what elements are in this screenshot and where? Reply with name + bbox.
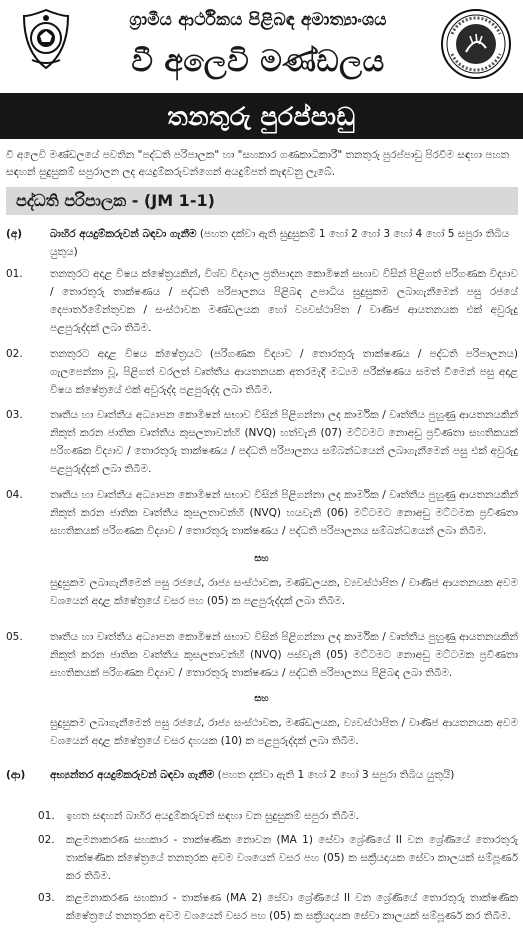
item-number: 03. — [6, 409, 23, 421]
section-b-heading — [6, 766, 518, 802]
list-item — [6, 345, 518, 401]
list-item — [6, 628, 518, 684]
list-item — [6, 889, 518, 945]
section-a-note: (පහත දක්වා ඇති සුදුසුකම් 1 හෝ 2 හෝ 3 හෝ 4 හෝ 5 සපුරා තිබිය යුතුය) — [50, 228, 510, 258]
section-b-note: (පහත දක්වා ඇති 1 හෝ 2 හෝ 3 සපුරා තිබිය යුතුයි) — [214, 769, 455, 781]
list-item — [6, 265, 518, 341]
item-text: තනතුරට අදාළ විෂය ක්ෂේත්‍රයට (පරිගණක විද්‍යාව / තොරතුරු තාක්ෂණය / පද්ධති පරිපාලනය) ගැලපෙන්නා වූ, පිළිගත් වරලත් වෘත්තීය ආයතනයක අතරමැදි මධ්‍යම පරීක්ෂණය සමත් වීමෙන් පසු අදාළ විෂය ක්ෂේත්‍රයේ එක් අවුරුද්ද පළපුරුද්ද ලබා තිබීම. — [50, 348, 518, 396]
board-name: වී අලෙවි මණ්ඩලය — [131, 44, 385, 79]
item-text: තෘතීය හා වෘත්තීය අධ්‍යාපන කොමිෂන් සභාව විසින් පිළිගන්නා ලද කාර්මික / වෘත්තීය පුහුණු ආයතනයකින් නිකුත් කරන ජාතික වෘත්තීය කුසලතාවන්හි (NVQ) පස්වැනි (05) මට්ටමට නොඅඩු මට්ටමක ප්‍රවීණතා සහතිකයක් පරිගණක විද්‍යාව / තොරතුරු තාක්ෂණය / පද්ධති පරිපාලනය පිළිබඳ ලබා තිබීම. — [50, 631, 518, 679]
paddy-marketing-board-seal-icon — [440, 8, 512, 80]
item-number: 04. — [6, 489, 23, 501]
item-number: 01. — [38, 810, 55, 822]
section-b-label: (ආ) — [6, 769, 26, 781]
item-text: තෘතීය හා වෘත්තීය අධ්‍යාපන කොමිෂන් සභාව විසින් පිළිගන්නා ලද කාර්මික / වෘත්තීය පුහුණු ආයතනයකින් නිකුත් කරන ජාතික වෘත්තීය කුසලතාවන්හි (NVQ) හයවැනි (06) මට්ටමට නොඅඩු මට්ටමක ප්‍රවීණතා සහතිකයක් පරිගණක විද්‍යාව / තොරතුරු තාක්ෂණය / පද්ධති පරිපාලනය සම්බන්ධයෙන් ලබා තිබීම. — [50, 489, 518, 537]
ministry-name: ග්‍රාමීය ආර්ථිකය පිළිබඳ අමාත්‍යාංශය — [129, 10, 387, 30]
item-text: කළමනාකරණ සහකාර - තාක්ෂණික නොවන (MA 1) සේවා ශ්‍රේණියේ II වන ශ්‍රේණියේ තොරතුරු තාක්ෂණික ක්ෂේත්‍රයේ තනතුරක අවම වශයෙන් වසර පහ (05) ක සක්‍රීයදායක සේවා කාලයක් සම්පූර්ණ කර තිබීම. — [66, 834, 518, 882]
header — [0, 0, 523, 92]
section-a-label: (අ) — [6, 228, 23, 240]
sri-lanka-emblem-icon — [18, 8, 74, 70]
post-title-bar — [6, 187, 518, 215]
item-number: 02. — [38, 834, 55, 846]
list-item — [6, 831, 518, 887]
item-text: ඉහත සඳහන් බාහිර අයදුම්කරුවන් සඳහා වන සුදුසුකම් සපුරා තිබීම. — [66, 810, 359, 822]
section-a-heading — [6, 225, 518, 261]
list-item — [6, 486, 518, 542]
list-item — [6, 807, 518, 827]
item-number: 03. — [38, 892, 55, 904]
and-separator: සහ — [254, 553, 269, 564]
intro-paragraph: වී අලෙවි මණ්ඩලයේ පවතින "පද්ධති පරිපාලක" හා "සහකාර ගණකාධිකාරී" තනතුරු පුරප්පාඩු පිරවීම සඳහා පහත සඳහන් සුදුසුකම් සපුරාලන ලද අයදුම්කරුවන්ගෙන් අයදුම්පත් කැඳවනු ලැබේ. — [6, 149, 510, 178]
item-text: කළමනාකරණ සහකාර - තාක්ෂණ (MA 2) සේවා ශ්‍රේණියේ II වන ශ්‍රේණියේ තොරතුරු තාක්ෂණික ක්ෂේත්‍රයේ තනතුරක අවම වශයෙන් වසර පහ (05) ක සක්‍රීයදායක සේවා කාලයක් සම්පූර්ණ කර තිබීම. — [66, 892, 518, 922]
section-a-title: බාහිර අයදුම්කරුවන් බඳවා ගැනීම — [50, 228, 197, 240]
item-number: 05. — [6, 631, 23, 643]
vacancies-banner — [0, 93, 523, 139]
item-text: තනතුරට අදාළ විෂය ක්ෂේත්‍රයකින්, විශ්ව විද්‍යාල ප්‍රතිපාදන කොමිෂන් සභාව විසින් පිළිගත් පරිගණක විද්‍යාව / තොරතුරු තාක්ෂණය / පද්ධති පරිපාලනය පිළිබඳ උපාධිය සුදුසුකම ලබාගැනීමෙන් පසු රජයේ දෙපාර්තමේන්තුවක / සංස්ථාවක මණ්ඩලයක හෝ ව්‍යවස්ථාපිත / වාණිජ ආයතනයක එක් අවුරුදු පළපුරුද්දක් ලබා තිබීම. — [50, 268, 518, 334]
and-separator: සහ — [254, 693, 269, 704]
list-item — [6, 406, 518, 482]
item-number: 02. — [6, 348, 23, 360]
post-title: පද්ධති පරිපාලක - (JM 1-1) — [16, 191, 215, 210]
item-text: තෘතීය හා වෘත්තීය අධ්‍යාපන කොමිෂන් සභාව විසින් පිළිගන්නා ලද කාර්මික / වෘත්තීය පුහුණු ආයතනයකින් නිකුත් කරන ජාතික වෘත්තීය කුසලතාවන්හි (NVQ) හත්වැනි (07) මට්ටමට නොඅඩු ප්‍රවීණතා සහතිකයක් පරිගණක විද්‍යාව / තොරතුරු තාක්ෂණය / පද්ධති පරිපාලනය සම්බන්ධයෙන් ලබාගැනීමෙන් පසු එක් අවුරුදු පළපුරුද්දක් ලබා තිබීම. — [50, 409, 518, 475]
item-number: 01. — [6, 268, 23, 280]
banner-title: තනතුරු පුරප්පාඩු — [167, 102, 356, 131]
section-b-title: අභ්‍යන්තර අයදුම්කරුවන් බඳවා ගැනීම — [50, 769, 215, 781]
experience-requirement: සුදුසුකම ලබාගැනීමෙන් පසු රජයේ, රාජ්‍ය සංස්ථාවක, මණ්ඩලයක, ව්‍යවස්ථාපිත / වාණිජ ආයතනයක අවම වශයෙන් අදාළ ක්ෂේත්‍රයේ වසර දහයක (10) ක පළපුරුද්දක් ලබා තිබීම. — [50, 717, 518, 747]
experience-requirement: සුදුසුකම ලබාගැනීමෙන් පසු රජයේ, රාජ්‍ය සංස්ථාවක, මණ්ඩලයක, ව්‍යවස්ථාපිත / වාණිජ ආයතනයක අවම වශයෙන් අදාළ ක්ෂේත්‍රයේ වසර පහ (05) ක පළපුරුද්දක් ලබා තිබීම. — [50, 577, 518, 607]
